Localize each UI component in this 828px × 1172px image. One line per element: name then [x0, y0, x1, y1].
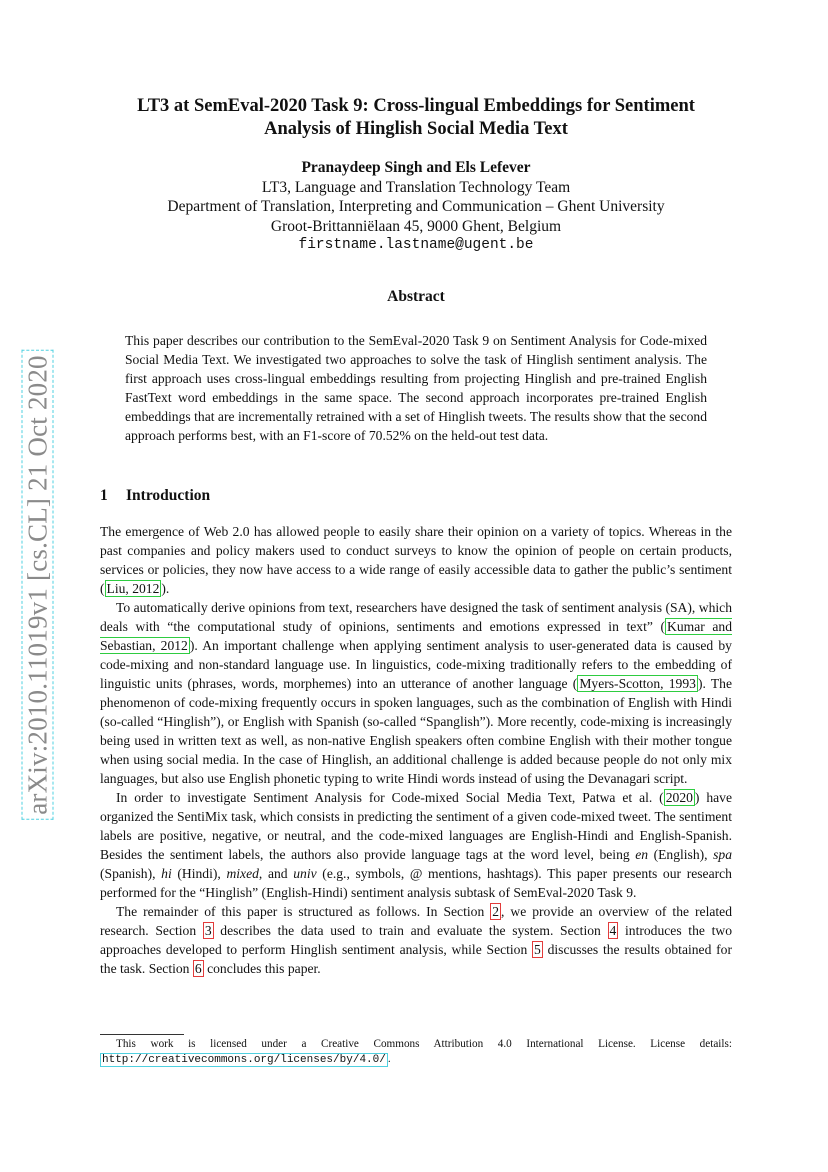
section-ref-link[interactable]: 5: [534, 942, 541, 957]
section-number: 1: [100, 487, 108, 504]
citation-link[interactable]: Liu, 2012: [106, 581, 160, 596]
affiliation-line-3: Groot-Brittanniëlaan 45, 9000 Ghent, Belgium: [270, 217, 562, 235]
text-run: describes the data used to train and evaluate the system. Section: [213, 923, 608, 938]
author-email: firstname.lastname@ugent.be: [298, 237, 534, 253]
license-url-link[interactable]: http://creativecommons.org/licenses/by/4.0/: [102, 1054, 386, 1066]
section-ref-link[interactable]: 2: [492, 904, 500, 919]
text-run: concludes this paper.: [203, 961, 321, 976]
text-run: .: [387, 1053, 391, 1065]
license-footnote: [100, 1037, 732, 1068]
footnote-rule: [100, 1034, 184, 1035]
text-run: ) have organized the SentiMix task, which consists in predicting the sentiment of a given code-mixed tweet. The sentiment labels are positive, negative, or neutral, and the code-mixed languages are English-Hindi and English-Spanish. Besides the sentiment labels, the authors also provide language tags at the word level, being: [100, 790, 732, 862]
text-run: ). An important challenge when applying sentiment analysis to user-generated data is caused by code-mixing and non-standard language use. In linguistics, code-mixing traditionally refers to the embedding of linguistic units (phrases, words, morphemes) into an utterance of another language (: [100, 638, 732, 691]
text-run: ). The phenomenon of code-mixing frequently occurs in spoken languages, such as the combination of English with Hindi (so-called “Hinglish”), or English with Spanish (so-called “Spanglish”). More recently, code-mixing is increasingly being used in written text as well, as non-native English speakers often combine English with their mother tongue when using social media. In the case of Hinglish, an additional challenge is added because people do not only mix languages, but also use English phonetic typing to write Hindi words instead of using the Devanagari script.: [100, 676, 732, 786]
text-run: The emergence of Web 2.0 has allowed people to easily share their opinion on a variety of topics. Whereas in the past companies and policy makers used to conduct surveys to know the opinion of people on certain products, services or policies, they now have access to a wide range of easily accessible data to gather the public’s sentiment (: [100, 524, 732, 596]
text-run: discusses the results obtained for the task. Section: [100, 942, 732, 976]
citation-link[interactable]: Kumar and Sebastian, 2012: [100, 619, 732, 653]
section-title: Introduction: [126, 487, 211, 504]
lang-tag: hi: [161, 866, 172, 881]
intro-paragraph-4: [100, 902, 732, 978]
abstract-heading: Abstract: [387, 288, 445, 305]
affiliation-line-2: Department of Translation, Interpreting and Communication – Ghent University: [167, 198, 665, 215]
lang-tag: univ: [293, 866, 317, 881]
text-run: , we provide an overview of the related research. Section: [100, 904, 732, 938]
citation-link[interactable]: Myers-Scotton, 1993: [579, 676, 696, 691]
lang-tag: en: [635, 847, 649, 862]
citation-link[interactable]: 2020: [665, 790, 693, 805]
lang-tag: mixed: [226, 866, 259, 881]
text-run: (e.g., symbols, @ mentions, hashtags). This paper presents our research performed for the “Hinglish” (English-Hindi) sentiment analysis subtask of SemEval-2020 Task 9.: [100, 866, 732, 900]
text-run: ).: [161, 581, 170, 596]
text-run: To automatically derive opinions from text, researchers have designed the task of sentiment analysis (SA), which deals with “the computational study of opinions, sentiments and emotions expressed in text” (: [100, 600, 732, 634]
abstract-text: This paper describes our contribution to the SemEval-2020 Task 9 on Sentiment Analysis for Code-mixed Social Media Text. We investigated two approaches to solve the task of Hinglish sentiment analysis. The first approach uses cross-lingual embeddings resulting from projecting Hinglish and pre-trained English FastText word embeddings in the same space. The second approach incorporates pre-trained English embeddings that are incrementally retrained with a set of Hinglish tweets. The results show that the second approach performs best, with an F1-score of 70.52% on the held-out test data.: [125, 333, 707, 443]
section-ref-link[interactable]: 6: [194, 961, 202, 976]
footnote-line: This work is licensed under a Creative Commons Attribution 4.0 International License. License details:: [116, 1038, 732, 1050]
text-run: introduces the two approaches developed to perform Hinglish sentiment analysis, while Section: [100, 923, 732, 957]
text-run: (Spanish),: [100, 866, 162, 881]
text-run: (Hindi),: [171, 866, 227, 881]
introduction-body: [100, 522, 732, 978]
arxiv-identifier-link[interactable]: arXiv:2010.11019v1 [cs.CL] 21 Oct 2020: [22, 350, 54, 820]
title-line-1: LT3 at SemEval-2020 Task 9: Cross-lingual Embeddings for Sentiment: [137, 96, 695, 116]
section-heading-introduction: [100, 487, 210, 505]
authors: Pranaydeep Singh and Els Lefever: [301, 159, 531, 176]
paper-title: [100, 95, 732, 141]
intro-paragraph-1: [100, 522, 732, 598]
text-run: The remainder of this paper is structured as follows. In Section: [116, 904, 491, 919]
section-ref-link[interactable]: 4: [609, 923, 617, 938]
arxiv-sidebar: [18, 340, 58, 830]
lang-tag: spa: [713, 847, 732, 862]
title-line-2: Analysis of Hinglish Social Media Text: [264, 119, 568, 139]
section-ref-link[interactable]: 3: [204, 923, 212, 938]
text-run: , and: [258, 866, 294, 881]
text-run: In order to investigate Sentiment Analysis for Code-mixed Social Media Text, Patwa et al. (: [116, 790, 664, 805]
author-block: [100, 158, 732, 256]
text-run: (English),: [648, 847, 714, 862]
affiliation-line-1: LT3, Language and Translation Technology Team: [261, 178, 571, 196]
intro-paragraph-3: [100, 788, 732, 902]
intro-paragraph-2: [100, 598, 732, 788]
